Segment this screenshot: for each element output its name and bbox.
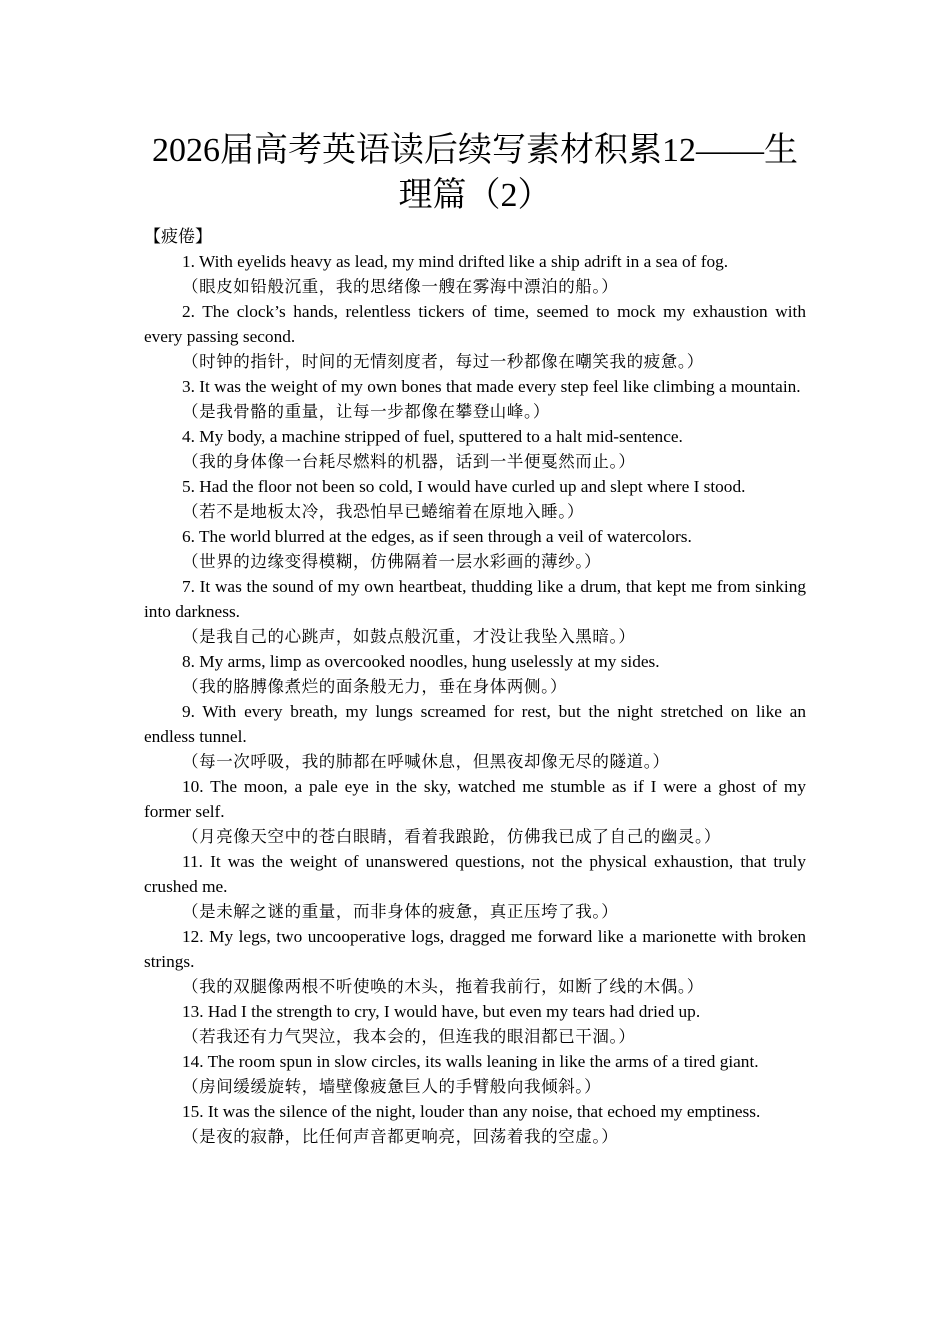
entry-chinese: （时钟的指针，时间的无情刻度者，每过一秒都像在嘲笑我的疲惫。）: [182, 352, 704, 371]
entry-chinese: （若我还有力气哭泣，我本会的，但连我的眼泪都已干涸。）: [182, 1027, 636, 1046]
document-page: [144, 128, 806, 1149]
entry-english: 2. The clock’s hands, relentless tickers of time, seemed to mock my exhaustion with every passing second.: [144, 302, 806, 346]
entry-chinese: （世界的边缘变得模糊，仿佛隔着一层水彩画的薄纱。）: [182, 552, 602, 571]
entry-chinese: （是夜的寂静，比任何声音都更响亮，回荡着我的空虚。）: [182, 1127, 619, 1146]
entry-english: 13. Had I the strength to cry, I would have, but even my tears had dried up.: [182, 1002, 701, 1021]
entry-chinese: （是我骨骼的重量，让每一步都像在攀登山峰。）: [182, 402, 550, 421]
entry-english: 10. The moon, a pale eye in the sky, watched me stumble as if I were a ghost of my former self.: [144, 777, 806, 821]
entry-english: 9. With every breath, my lungs screamed for rest, but the night stretched on like an endless tunnel.: [144, 702, 806, 746]
entry-chinese: （眼皮如铅般沉重，我的思绪像一艘在雾海中漂泊的船。）: [182, 277, 619, 296]
entry-english: 11. It was the weight of unanswered questions, not the physical exhaustion, that truly crushed me.: [144, 852, 806, 896]
entry-english: 1. With eyelids heavy as lead, my mind drifted like a ship adrift in a sea of fog.: [182, 252, 729, 271]
entry-english: 8. My arms, limp as overcooked noodles, hung uselessly at my sides.: [182, 652, 660, 671]
entry-list: [144, 249, 806, 1149]
entry-chinese: （每一次呼吸，我的肺都在呼喊休息，但黑夜却像无尽的隧道。）: [182, 752, 670, 771]
entry-english: 3. It was the weight of my own bones that made every step feel like climbing a mountain.: [182, 377, 801, 396]
document-title: 2026届高考英语读后续写素材积累12——生理篇（2）: [152, 132, 798, 214]
entry-english: 5. Had the floor not been so cold, I would have curled up and slept where I stood.: [182, 477, 746, 496]
entry-chinese: （是我自己的心跳声，如鼓点般沉重，才没让我坠入黑暗。）: [182, 627, 636, 646]
entry-chinese: （我的胳膊像煮烂的面条般无力，垂在身体两侧。）: [182, 677, 568, 696]
entry-chinese: （我的身体像一台耗尽燃料的机器，话到一半便戛然而止。）: [182, 452, 636, 471]
entry-chinese: （月亮像天空中的苍白眼睛，看着我踉跄，仿佛我已成了自己的幽灵。）: [182, 827, 721, 846]
entry-english: 4. My body, a machine stripped of fuel, sputtered to a halt mid-sentence.: [182, 427, 683, 446]
entry-chinese: （房间缓缓旋转，墙壁像疲惫巨人的手臂般向我倾斜。）: [182, 1077, 602, 1096]
entry-chinese: （是未解之谜的重量，而非身体的疲惫，真正压垮了我。）: [182, 902, 619, 921]
section-heading: 【疲倦】: [144, 227, 212, 246]
entry-english: 15. It was the silence of the night, louder than any noise, that echoed my emptiness.: [182, 1102, 761, 1121]
entry-chinese: （我的双腿像两根不听使唤的木头，拖着我前行，如断了线的木偶。）: [182, 977, 704, 996]
entry-english: 6. The world blurred at the edges, as if seen through a veil of watercolors.: [182, 527, 692, 546]
entry-english: 7. It was the sound of my own heartbeat, thudding like a drum, that kept me from sinking into darkness.: [144, 577, 806, 621]
entry-english: 14. The room spun in slow circles, its walls leaning in like the arms of a tired giant.: [182, 1052, 759, 1071]
entry-english: 12. My legs, two uncooperative logs, dragged me forward like a marionette with broken strings.: [144, 927, 806, 971]
entry-chinese: （若不是地板太冷，我恐怕早已蜷缩着在原地入睡。）: [182, 502, 585, 521]
